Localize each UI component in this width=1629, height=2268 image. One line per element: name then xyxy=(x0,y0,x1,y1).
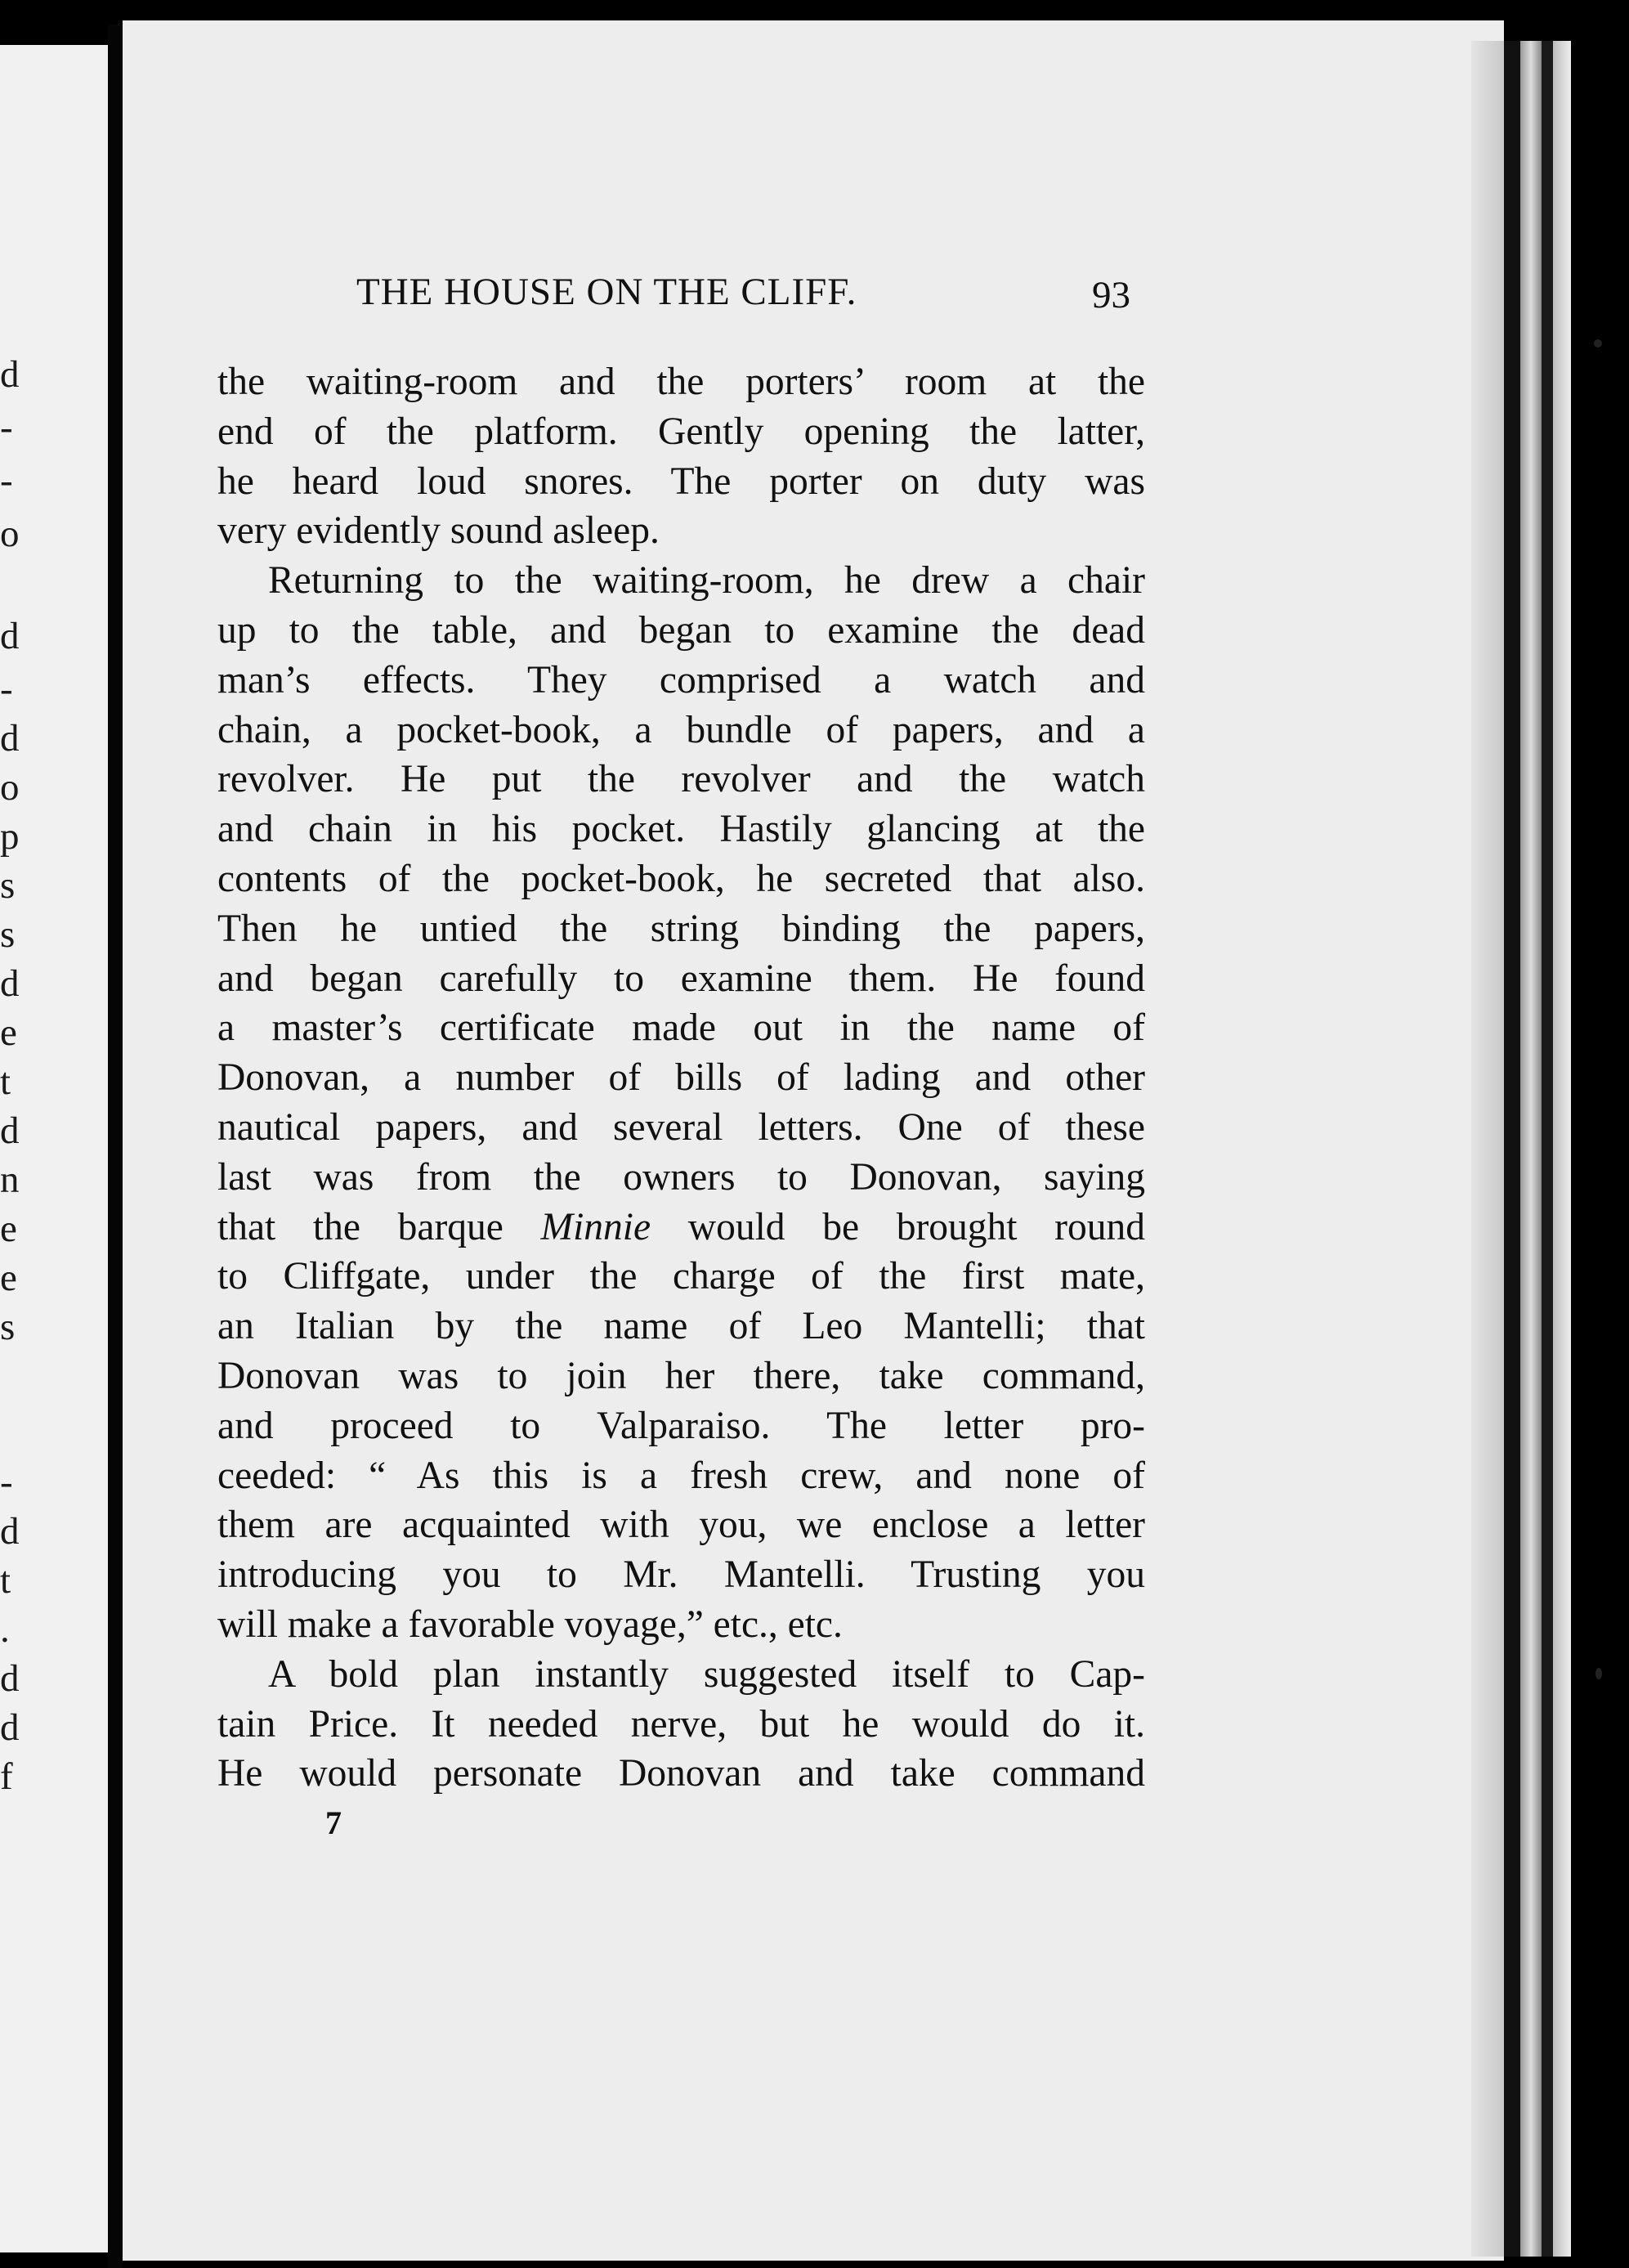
signature-mark: 7 xyxy=(325,1804,342,1841)
left-page-fragment: . xyxy=(0,1608,10,1651)
page-edge-stack xyxy=(1520,41,1542,2257)
ship-name: Minnie xyxy=(540,1205,651,1248)
left-page-fragment: d xyxy=(0,1109,20,1152)
text-line: and chain in his pocket. Hastily glancing at the xyxy=(217,808,1145,851)
left-page-fragment: e xyxy=(0,1257,17,1299)
left-page-fragment: d xyxy=(0,1510,20,1553)
text-line: Donovan, a number of bills of lading and other xyxy=(217,1056,1145,1100)
left-page-fragment: - xyxy=(0,668,13,710)
left-page-fragment: d xyxy=(0,1657,20,1700)
left-page-fragment: o xyxy=(0,513,20,555)
left-page-fragment: d xyxy=(0,717,20,760)
left-page-fragment: f xyxy=(0,1755,13,1798)
left-page-fragment: n xyxy=(0,1159,20,1201)
adjacent-page-edge xyxy=(0,45,108,2252)
left-page-fragment: s xyxy=(0,913,16,956)
page-edge-stack xyxy=(1504,41,1520,2257)
left-page-fragment: t xyxy=(0,1559,11,1602)
left-page-fragment: - xyxy=(0,406,13,449)
left-page-fragment: e xyxy=(0,1011,17,1054)
scan-speck xyxy=(1594,339,1602,347)
text-line: introducing you to Mr. Mantelli. Trusting you xyxy=(217,1553,1145,1597)
text-line: He would personate Donovan and take command xyxy=(217,1752,1145,1795)
text-line: ceeded: “ As this is a fresh crew, and none of xyxy=(217,1454,1145,1497)
text-line: nautical papers, and several letters. One of these xyxy=(217,1105,1145,1149)
text-line: end of the platform. Gently opening the latter, xyxy=(217,410,1145,453)
text-line: Donovan was to join her there, take command, xyxy=(217,1354,1145,1397)
running-head xyxy=(356,270,1141,327)
text-line: and proceed to Valparaiso. The letter pro- xyxy=(217,1404,1145,1447)
text-line: he heard loud snores. The porter on duty was xyxy=(217,459,1145,503)
text-line: last was from the owners to Donovan, saying xyxy=(217,1155,1145,1199)
text-line-with-italic: that the barque Minnie would be brought round xyxy=(217,1205,1145,1248)
left-page-fragment: - xyxy=(0,459,13,502)
left-page-fragment: e xyxy=(0,1208,17,1250)
text-line: contents of the pocket-book, he secreted that also. xyxy=(217,857,1145,900)
text-line: Then he untied the string binding the papers, xyxy=(217,907,1145,950)
book-gutter xyxy=(108,25,123,2268)
text-line: will make a favorable voyage,” etc., etc. xyxy=(217,1602,843,1646)
scan-speck xyxy=(1595,1668,1602,1679)
running-head-title: THE HOUSE ON THE CLIFF. xyxy=(356,271,857,313)
text-line: tain Price. It needed nerve, but he would do it. xyxy=(217,1702,1145,1746)
text-line: A bold plan instantly suggested itself to Cap- xyxy=(268,1652,1145,1696)
text-line: man’s effects. They comprised a watch and xyxy=(217,658,1145,701)
left-page-fragment: d xyxy=(0,353,20,396)
text-line: an Italian by the name of Leo Mantelli; that xyxy=(217,1305,1145,1348)
text-line: to Cliffgate, under the charge of the first mate, xyxy=(217,1255,1145,1298)
left-page-fragment: d xyxy=(0,1706,20,1749)
page-number: 93 xyxy=(1092,274,1130,316)
text-line: Returning to the waiting-room, he drew a chair xyxy=(268,559,1145,603)
text-line: very evidently sound asleep. xyxy=(217,509,660,553)
left-page-fragment: t xyxy=(0,1060,11,1103)
page-edge-stack xyxy=(1553,41,1571,2257)
text-line: chain, a pocket-book, a bundle of papers, and a xyxy=(217,708,1145,751)
body-text xyxy=(217,357,1145,1799)
left-page-fragment: d xyxy=(0,615,20,657)
left-page-fragment: s xyxy=(0,1306,16,1348)
page-edge-stack xyxy=(1471,41,1504,2257)
page-edge-stack xyxy=(1571,41,1579,2257)
left-page-fragment: o xyxy=(0,766,20,809)
left-page-fragment: p xyxy=(0,815,20,858)
left-page-fragment: s xyxy=(0,864,16,907)
text-line: and began carefully to examine them. He found xyxy=(217,957,1145,1000)
text-line: revolver. He put the revolver and the watch xyxy=(217,758,1145,801)
text-line: up to the table, and began to examine the dead xyxy=(217,608,1145,652)
page-edge-stack xyxy=(1542,41,1553,2257)
text-line: the waiting-room and the porters’ room at the xyxy=(217,361,1145,403)
text-line: them are acquainted with you, we enclose a letter xyxy=(217,1504,1145,1547)
text-line: a master’s certificate made out in the name of xyxy=(217,1006,1145,1050)
left-page-fragment: - xyxy=(0,1461,13,1504)
left-page-fragment: d xyxy=(0,962,20,1005)
